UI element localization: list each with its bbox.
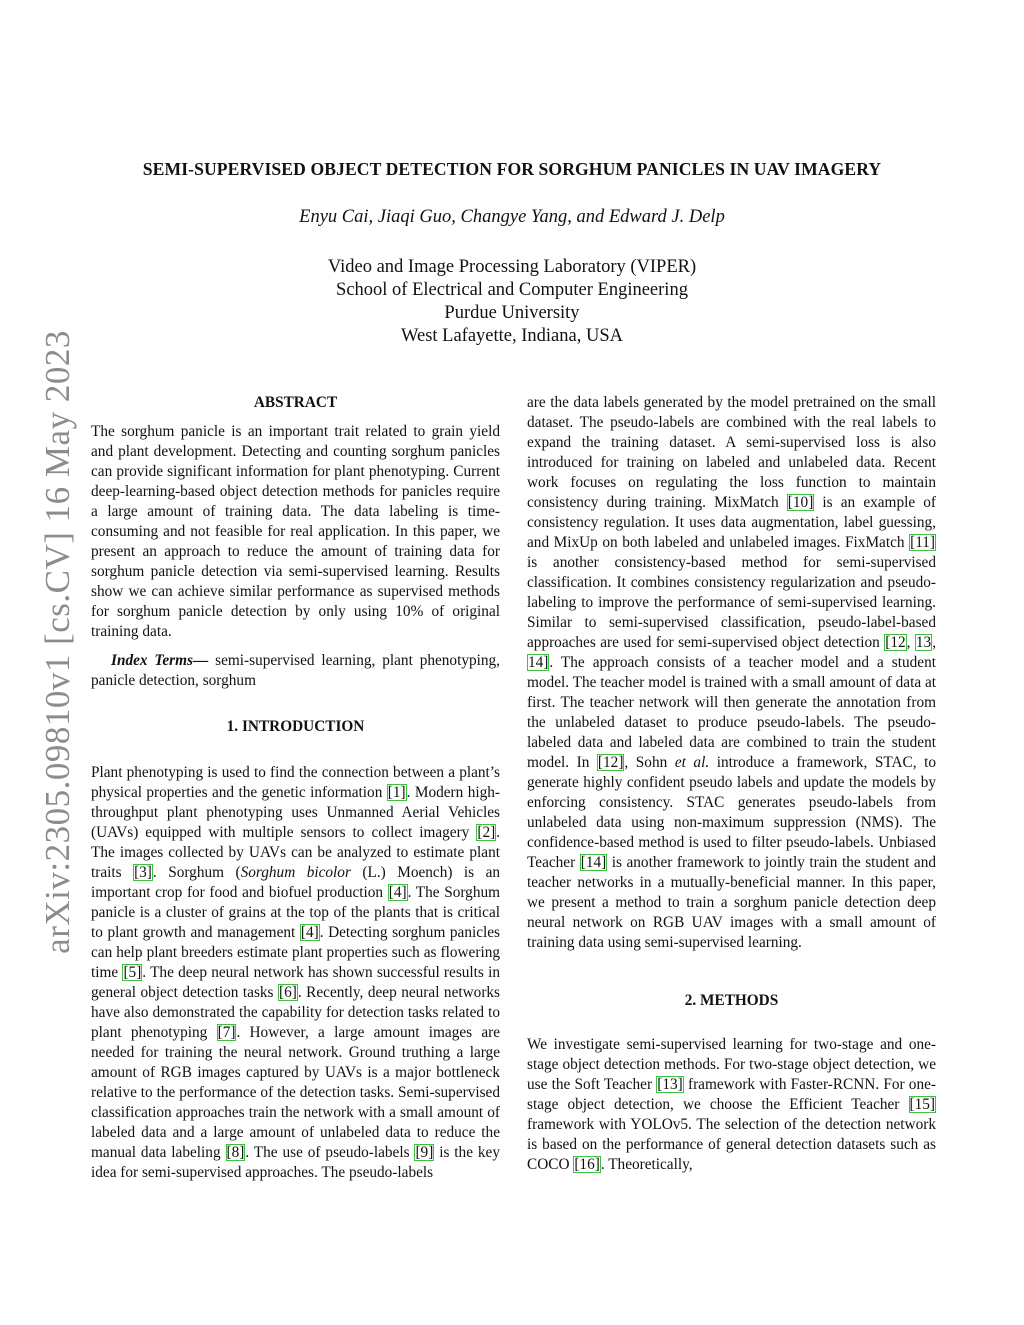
paper-authors: Enyu Cai, Jiaqi Guo, Changye Yang, and Edward J. Delp — [299, 207, 725, 227]
species-name: Sorghum bicolor — [240, 864, 351, 881]
intro-text: are the data labels generated by the model pretrained on the small dataset. The pseudo-labels are combined with the real labels to expand the training dataset. A semi-supervised loss is also introduced for training on labeled and unlabeled data. Recent work focuses on regulating the loss function to maintain consistency during training. MixMatch — [527, 394, 936, 511]
methods-text: We investigate semi-supervised learning for two-stage and one-stage object detection methods. For two-stage object detection, we use the Soft Teacher — [527, 1036, 936, 1093]
citation-link[interactable]: [15] — [909, 1096, 935, 1113]
intro-text: . The approach consists of a teacher model and a student model. The teacher model is trained with a small amount of data at first. The teacher network will then generate the annotation from the unlabeled dataset to produce pseudo-labels. The pseudo-labeled data and labeled data are combined to train the student model. In — [527, 654, 936, 771]
abstract-text: The sorghum panicle is an important trait related to grain yield and plant development. Detecting and counting sorghum panicles can provide significant information for plant phenotyping. Current deep-learning-based object detection methods for panicles require a large amount of training data. The data labeling is time-consuming and not feasible for real application. In this paper, we present an approach to reduce the amount of training data for sorghum panicle detection via semi-supervised learning. Results show we can achieve similar performance as supervised methods for sorghum panicle detection by only using 10% of original training data. — [91, 423, 500, 640]
arxiv-identifier[interactable]: arXiv:2305.09810v1 [cs.CV] 16 May 2023 — [38, 330, 77, 954]
intro-text: (L.) Moench) is an important crop for food and biofuel production — [91, 864, 501, 901]
citation-link[interactable]: [11] — [910, 534, 936, 551]
intro-text: introduce a framework, STAC, to generate highly confident pseudo labels and update the models by enforcing consistency. STAC generates pseudo-labels from unlabeled data using non-maximum suppression (NMS). The confidence-based method is used to filter pseudo-labels. Unbiased Teacher — [527, 754, 937, 871]
citation-link[interactable]: [8] — [226, 1144, 245, 1161]
citation-link[interactable]: [4] — [300, 924, 319, 941]
citation-link[interactable]: [5] — [123, 964, 142, 981]
citation-link[interactable]: [13] — [657, 1076, 683, 1093]
citation-link[interactable]: [7] — [217, 1024, 236, 1041]
citation-link[interactable]: [2] — [477, 824, 496, 841]
methods-text: . Theoretically, — [600, 1156, 693, 1173]
intro-text: is another framework to jointly train the student and teacher networks in a mutually-beneficial manner. In this paper, we present a method to train a sorghum panicle detection deep neural network on RGB UAV images with a small amount of training data using semi-supervised learning. — [527, 854, 936, 951]
introduction-heading: 1. INTRODUCTION — [226, 718, 365, 735]
citation-link[interactable]: [10] — [787, 494, 814, 511]
affiliation-location: West Lafayette, Indiana, USA — [401, 326, 623, 346]
intro-text: , Sohn — [624, 754, 668, 771]
citation-link[interactable]: [3] — [134, 864, 152, 881]
introduction-paragraph — [91, 763, 500, 1183]
intro-text: . The deep neural network has shown successful results in general object detection tasks — [91, 964, 501, 1001]
affiliation-lab: Video and Image Processing Laboratory (VIPER) — [327, 257, 697, 277]
right-column — [527, 393, 936, 1175]
citation-link[interactable]: [16] — [574, 1156, 600, 1173]
abstract-heading: ABSTRACT — [253, 394, 338, 411]
index-terms-label: Index Terms— — [111, 652, 209, 669]
affiliation-school: School of Electrical and Computer Engineering — [336, 280, 688, 300]
intro-text: Plant phenotyping is used to find the connection between a plant’s physical properties and the genetic information — [91, 764, 500, 801]
left-column — [91, 393, 500, 1183]
intro-text: . Modern high-throughput plant phenotyping uses Unmanned Aerial Vehicles (UAVs) equipped with multiple sensors to collect imagery — [91, 784, 500, 841]
methods-text: framework with YOLOv5. The selection of the detection network is based on the performance of general detection datasets such as COCO — [527, 1116, 936, 1173]
citation-link[interactable]: 13 — [915, 634, 932, 651]
intro-text: . Sorghum ( — [152, 864, 241, 881]
index-terms — [91, 651, 500, 691]
citation-link[interactable]: [14] — [580, 854, 607, 871]
methods-text: framework with Faster-RCNN. For one-stage object detection, we choose the Efficient Teacher — [527, 1076, 936, 1113]
citation-link[interactable]: 14] — [528, 654, 549, 671]
intro-text: . Detecting sorghum panicles can help plant breeders estimate plant properties such as flowering time — [91, 924, 501, 981]
citation-link[interactable]: [4] — [388, 884, 407, 901]
intro-text: is the key idea for semi-supervised approaches. The pseudo-labels — [91, 1144, 500, 1181]
intro-text: is another consistency-based method for semi-supervised classification. It combines consistency regularization and pseudo-labeling to improve the performance of semi-supervised learning. Similar to semi-supervised classification, pseudo-label-based approaches are used for semi-supervised object detection — [527, 554, 936, 651]
citation-link[interactable]: [9] — [415, 1144, 434, 1161]
intro-text: is an example of consistency regulation. It uses data augmentation, label guessing, and MixUp on both labeled and unlabeled images. FixMatch — [527, 494, 936, 551]
intro-text: . However, a large amount images are needed for training the neural network. Ground truthing a large amount of RGB images captured by UAVs is a major bottleneck relative to the performance of the detection tasks. Semi-supervised classification approaches train the network with a small amount of labeled data and a large amount of unlabeled data to reduce the manual data labeling — [91, 1024, 501, 1161]
methods-heading: 2. METHODS — [684, 992, 779, 1009]
affiliation-block — [60, 256, 964, 348]
methods-paragraph — [527, 1035, 936, 1175]
paper-title: SEMI-SUPERVISED OBJECT DETECTION FOR SORGHUM PANICLES IN UAV IMAGERY — [142, 159, 882, 179]
citation-link[interactable]: [1] — [387, 784, 406, 801]
citation-link[interactable]: [6] — [279, 984, 297, 1001]
index-terms-text: semi-supervised learning, plant phenotyping, panicle detection, sorghum — [91, 652, 501, 689]
intro-text: . Recently, deep neural networks have also demonstrated the capability for detection tasks related to plant phenotyping — [91, 984, 501, 1041]
et-al: et al. — [674, 754, 710, 771]
citation-link[interactable]: [12 — [885, 634, 906, 651]
intro-text: . The images collected by UAVs can be analyzed to estimate plant traits — [91, 824, 501, 881]
intro-text: . The use of pseudo-labels — [245, 1144, 410, 1161]
affiliation-university: Purdue University — [444, 303, 580, 323]
citation-link[interactable]: [12] — [597, 754, 624, 771]
intro-text: . The Sorghum panicle is a cluster of grains at the top of the plants that is critical to plant growth and management — [91, 884, 501, 941]
introduction-continued: are the data labels generated by the model pretrained on the small dataset. The pseudo-labels are combined with the real labels to expand the training dataset. A semi-supervised loss is also introduced for training on labeled and unlabeled data. Recent work focuses on regulating the loss function to maintain consistency during training. MixMatch [10] is an example of consistency regulation. It uses data augmentation, label guessing, and MixUp on both labeled and unlabeled images. FixMatch [11] is another consistency-based method for semi-supervised classification. It combines consistency regularization and pseudo-labeling to improve the performance of semi-supervised learning. Similar to semi-supervised classification, pseudo-label-based approaches are used for semi-supervised object detection [12, 13, 14]. The approach consists of a teacher model and a student model. The teacher model is trained with a small amount of data at first. The teacher network will then generate the annotation from the unlabeled dataset to produce pseudo-labels. The pseudo-labeled data and labeled data are combined to train the student model. In [12], Sohn et al. introduce a framework, STAC, to generate highly confident pseudo labels and update the models by enforcing consistency. STAC generates pseudo-labels from unlabeled data using non-maximum suppression (NMS). The confidence-based method is used to filter pseudo-labels. Unbiased Teacher [14] is another framework to jointly train the student and teacher networks in a mutually-beneficial manner. In this paper, we present a method to train a sorghum panicle detection deep neural network on RGB UAV images with a small amount of training data using semi-supervised learning. — [527, 394, 937, 951]
